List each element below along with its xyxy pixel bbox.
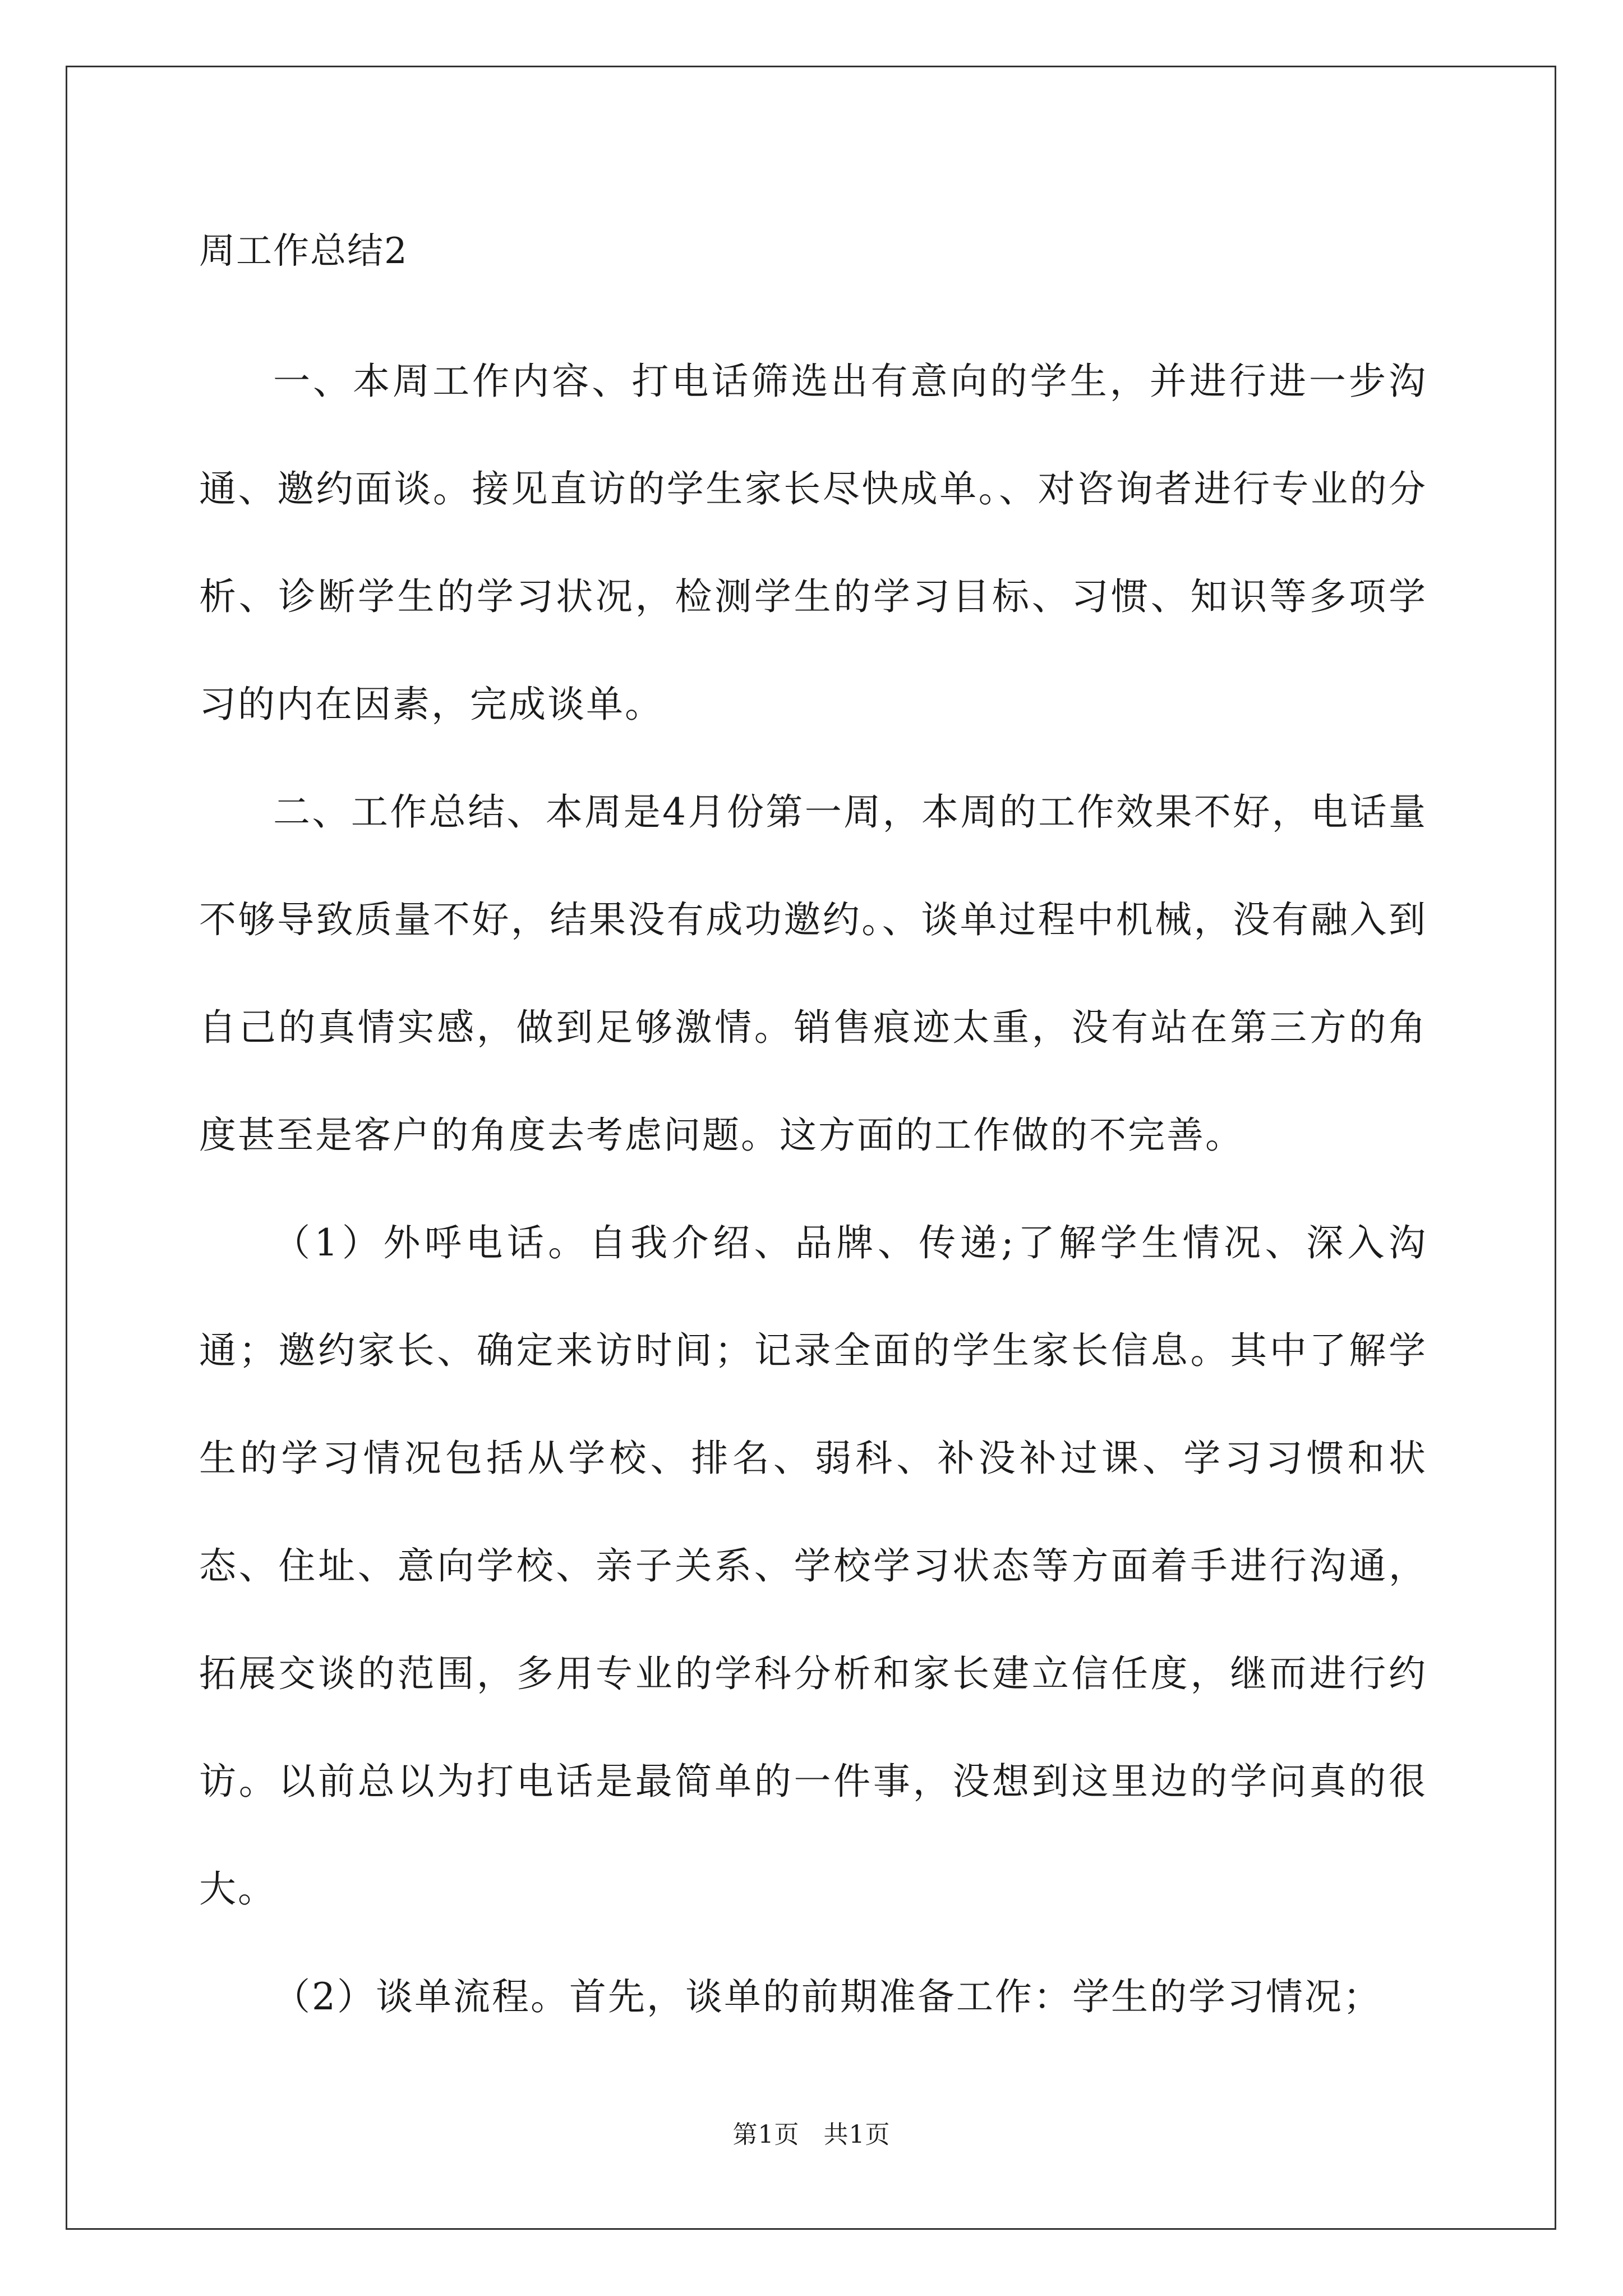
- paragraph-1: 一、本周工作内容、打电话筛选出有意向的学生，并进行进一步沟通、邀约面谈。接见直访的学生家长尽快成单。、对咨询者进行专业的分析、诊断学生的学习状况，检测学生的学习目标、习惯、知识等多项学习的内在因素，完成谈单。: [199, 360, 1427, 726]
- page-number: 第1页: [732, 2120, 800, 2149]
- page-footer: [0, 2118, 1623, 2152]
- document-body: [199, 224, 1427, 2051]
- paragraph-2: 二、工作总结、本周是4月份第一周，本周的工作效果不好，电话量不够导致质量不好，结果没有成功邀约。、谈单过程中机械，没有融入到自己的真情实感，做到足够激情。销售痕迹太重，没有站在第三方的角度甚至是客户的角度去考虑问题。这方面的工作做的不完善。: [199, 790, 1427, 1157]
- paragraph-4: （2）谈单流程。首先，谈单的前期准备工作：学生的学习情况；: [273, 1975, 1382, 2018]
- document-title: 周工作总结2: [199, 231, 408, 272]
- paragraph-3: （1）外呼电话。自我介绍、品牌、传递;了解学生情况、深入沟通；邀约家长、确定来访时间；记录全面的学生家长信息。其中了解学生的学习情况包括从学校、排名、弱科、补没补过课、学习习惯和状态、住址、意向学校、亲子关系、学校学习状态等方面着手进行沟通，拓展交谈的范围，多用专业的学科分析和家长建立信任度，继而进行约访。以前总以为打电话是最简单的一件事，没想到这里边的学问真的很大。: [199, 1221, 1427, 1911]
- page-total: 共1页: [823, 2120, 891, 2149]
